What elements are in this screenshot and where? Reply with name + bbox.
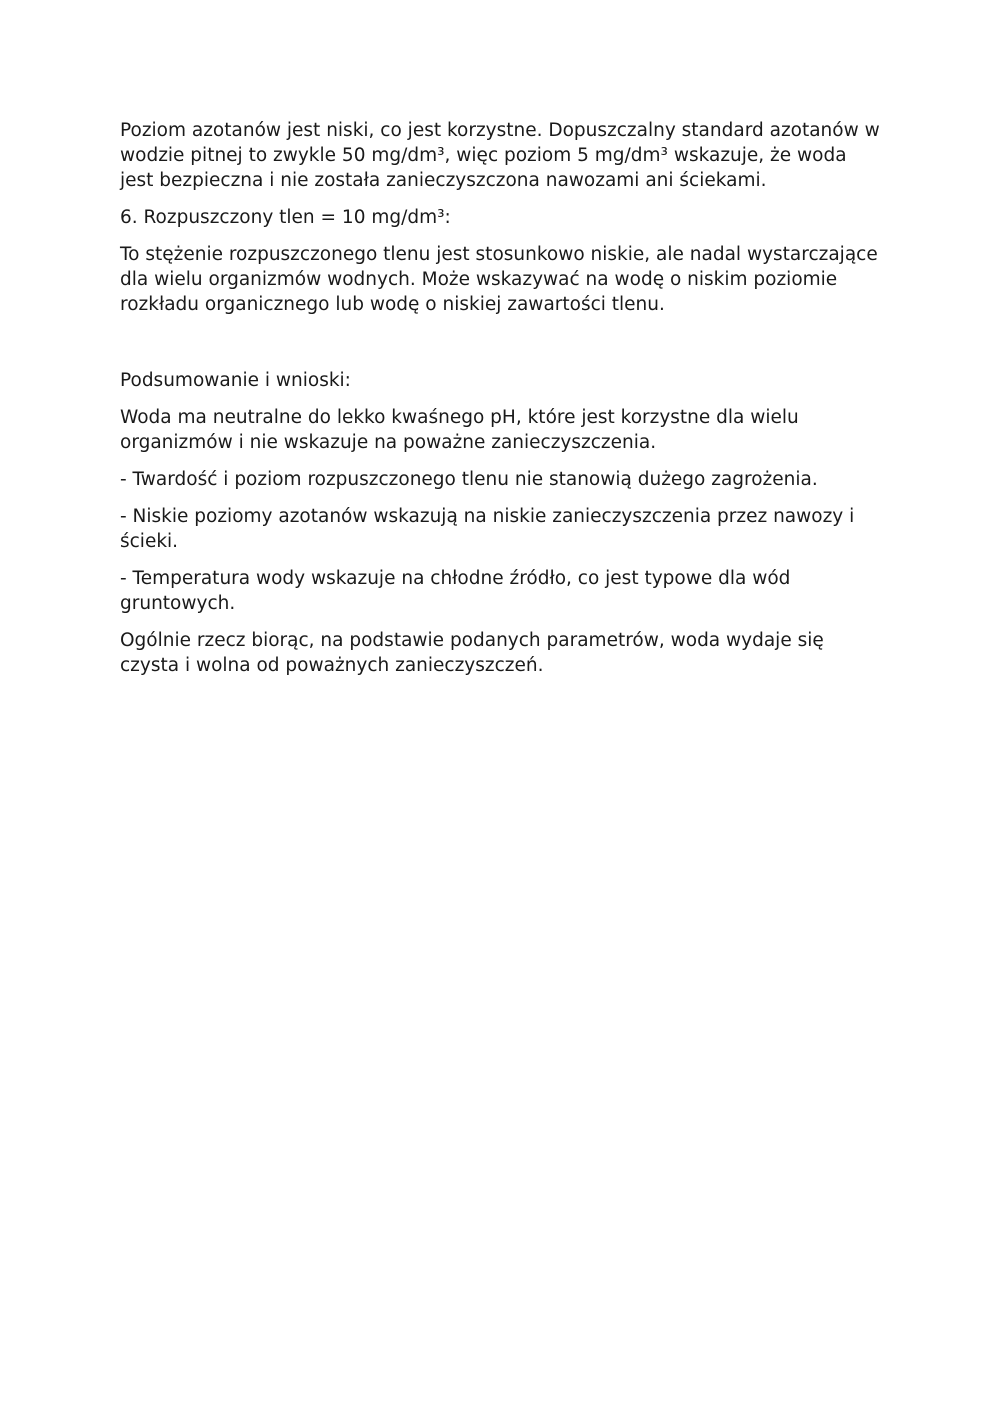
paragraph-overall-conclusion: Ogólnie rzecz biorąc, na podstawie podanych parametrów, woda wydaje się czysta i wolna od poważnych zanieczyszczeń. xyxy=(120,630,824,676)
paragraph-nitrates-assessment: Poziom azotanów jest niski, co jest korzystne. Dopuszczalny standard azotanów w wodzie pitnej to zwykle 50 mg/dm³, więc poziom 5 mg/dm³ wskazuje, że woda jest bezpieczna i nie została zanieczyszczona nawozami ani ściekami. xyxy=(120,120,880,191)
heading-dissolved-oxygen: 6. Rozpuszczony tlen = 10 mg/dm³: xyxy=(120,207,451,228)
list-item-temperature: - Temperatura wody wskazuje na chłodne źródło, co jest typowe dla wód gruntowych. xyxy=(120,568,791,614)
list-item-hardness-oxygen: - Twardość i poziom rozpuszczonego tlenu nie stanowią dużego zagrożenia. xyxy=(120,469,818,490)
paragraph-ph-conclusion: Woda ma neutralne do lekko kwaśnego pH, które jest korzystne dla wielu organizmów i nie wskazuje na poważne zanieczyszczenia. xyxy=(120,407,799,453)
heading-summary: Podsumowanie i wnioski: xyxy=(120,370,351,391)
document-content xyxy=(120,106,883,690)
paragraph-oxygen-assessment: To stężenie rozpuszczonego tlenu jest stosunkowo niskie, ale nadal wystarczające dla wielu organizmów wodnych. Może wskazywać na wodę o niskim poziomie rozkładu organicznego lub wodę o niskiej zawartości tlenu. xyxy=(120,244,878,315)
list-item-nitrates: - Niskie poziomy azotanów wskazują na niskie zanieczyszczenia przez nawozy i ścieki. xyxy=(120,506,855,552)
